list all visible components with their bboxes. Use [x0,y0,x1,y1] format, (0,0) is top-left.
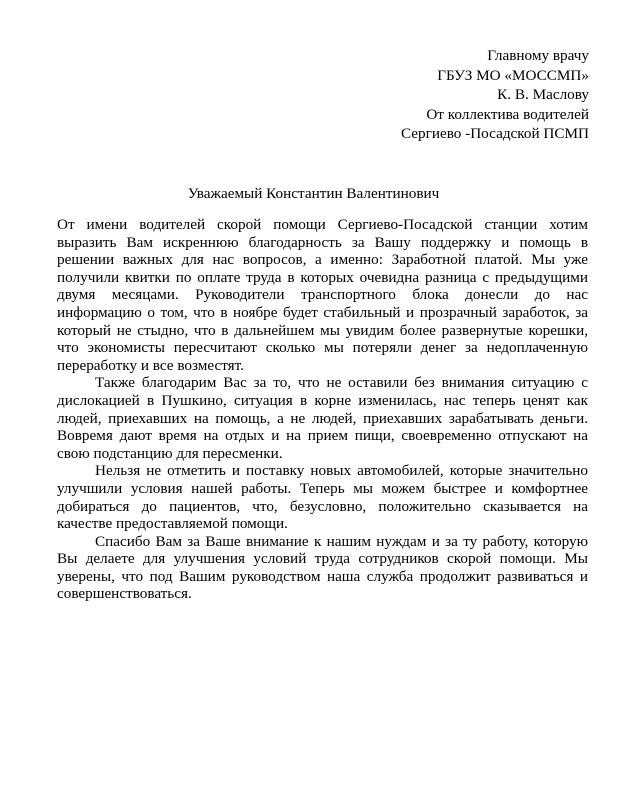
address-line-sender-station: Сергиево -Посадской ПСМП [400,125,589,142]
paragraph-thanks: Спасибо Вам за Ваше внимание к нашим нуждам и за ту работу, которую Вы делаете для улучшения условий труда сотрудников скорой помощи. Мы уверены, что под Вашим руководством наша служба продолжит развиваться и совершенствоваться. [57,532,588,603]
address-line-organization: ГБУЗ МО «МОССМП» [437,66,589,84]
address-line-recipient-name: К. В. Маслову [497,86,589,103]
salutation: Уважаемый Константин Валентинович [187,185,440,202]
paragraph-vehicles: Нельзя не отметить и поставку новых автомобилей, которые значительно улучшили условия нашей работы. Теперь мы можем быстрее и комфортнее добираться до пациентов, что, безусловно, положительно сказывается на качестве предоставляемой помощи. [57,462,588,533]
address-line-recipient-title: Главному врачу [487,47,589,64]
letter-body [57,216,588,603]
recipient-address-block [401,46,589,144]
paragraph-pushkino: Также благодарим Вас за то, что не оставили без внимания ситуацию с дислокацией в Пушкино, ситуация в корне изменилась, нас теперь ценят как людей, приехавших на помощь, а не людей, приехавших зарабатывать деньги. Вовремя дают время на отдых и на прием пищи, своевременно отпускают на свою подстанцию для пересменки. [57,374,588,462]
paragraph-salary: От имени водителей скорой помощи Сергиево-Посадской станции хотим выразить Вам искреннюю благодарность за Вашу поддержку и помощь в решении важных для нас вопросов, а именно: Заработной платой. Мы уже получили квитки по оплате труда в которых очевидна разница с предыдущими двумя месяцами. Руководители транспортного блока донесли до нас информацию о том, что в ноябре будет стабильный и прозрачный заработок, за который не стыдно, что в дальнейшем мы увидим более развернутые корешки, что экономисты пересчитают сколько мы потеряли денег за недоплаченную переработку и все возместят. [57,216,588,374]
address-line-sender: От коллектива водителей [426,105,589,123]
